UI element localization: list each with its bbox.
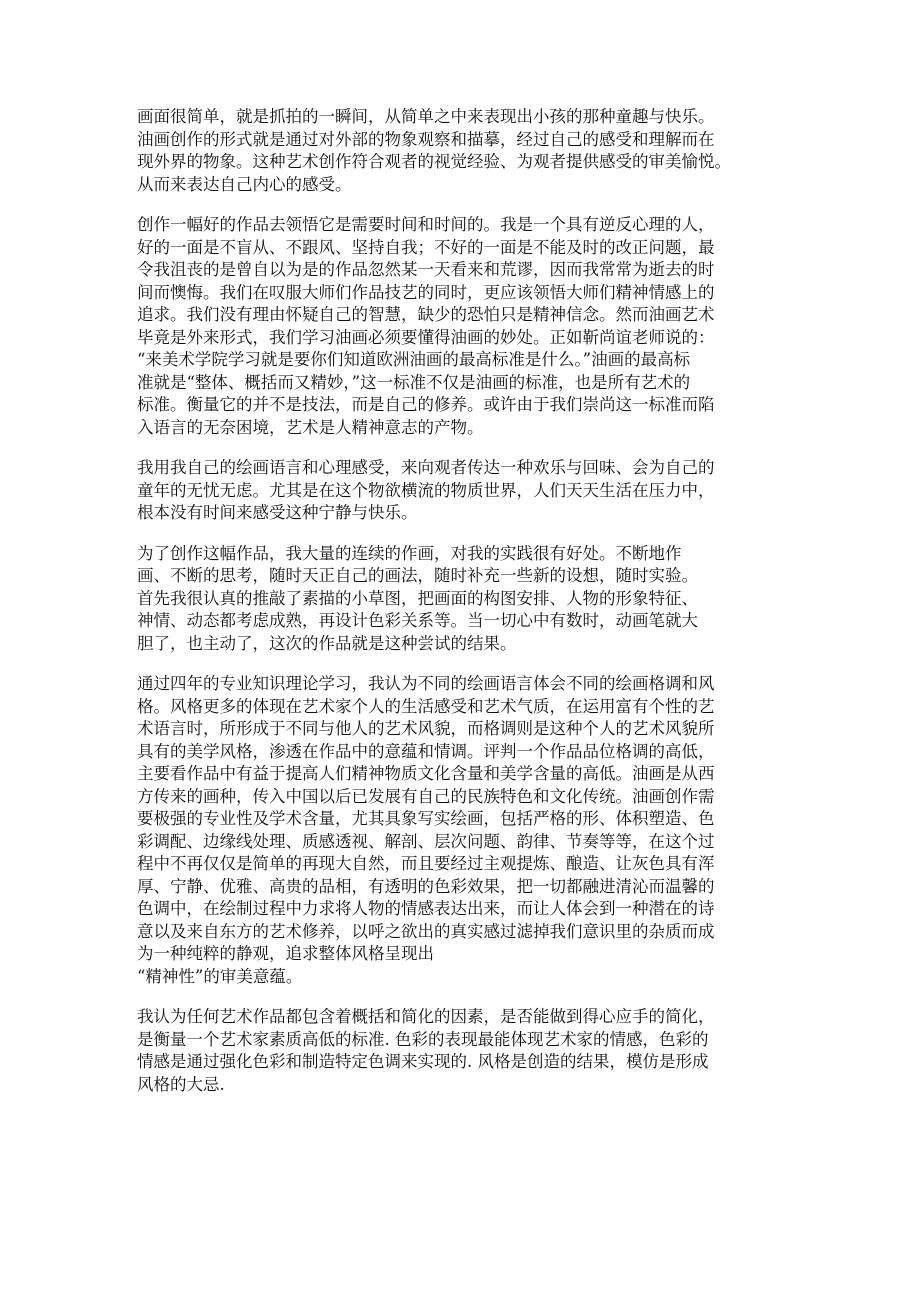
text-line: 标准。衡量它的并不是技法，而是自己的修养。或许由于我们崇尚这一标准而陷: [137, 395, 715, 414]
text-line: 创作一幅好的作品去领悟它是需要时间和时间的。我是一个具有逆反心理的人，: [137, 215, 715, 234]
text-line: 方传来的画种，传入中国以后已发展有自己的民族特色和文化传统。油画创作需: [137, 786, 715, 806]
text-line: 童年的无忧无虑。尤其是在这个物欲横流的物质世界，人们天天生活在压力中，: [137, 480, 715, 500]
text-line: 通过四年的专业知识理论学习，我认为不同的绘画语言体会不同的绘画格调和风: [137, 674, 715, 693]
text-line: 程中不再仅仅是简单的再现大自然，而且要经过主观提炼、酿造、让灰色具有浑: [137, 854, 715, 873]
document-body: [137, 106, 787, 1114]
text-line: 主要看作品中有益于提高人们精神物质文化含量和美学含量的高低。油画是从西: [137, 764, 715, 783]
text-line: 画面很简单，就是抓拍的一瞬间，从简单之中来表现出小孩的那种童趣与快乐。: [137, 107, 715, 126]
text-line: 间而懊悔。我们在叹服大师们作品技艺的同时，更应该领悟大师们精神情感上的: [137, 282, 715, 302]
text-line: 是衡量一个艺术家素质高低的标准. 色彩的表现最能体现艺术家的情感，色彩的: [137, 1029, 709, 1049]
text-line: 为了创作这幅作品，我大量的连续的作画，对我的实践很有好处。不断地作: [137, 543, 682, 563]
text-line: 色调中，在绘制过程中力求将人物的情感表达出来，而让人体会到一种潜在的诗: [137, 899, 715, 918]
text-line: 准就是“整体、概括而又精妙，”这一标准不仅是油画的标准，也是所有艺术的: [137, 372, 691, 392]
text-line: 现外界的物象。这种艺术创作符合观者的视觉经验、为观者提供感受的审美愉悦。: [137, 152, 731, 171]
text-line: 入语言的无奈困境，艺术是人精神意志的产物。: [137, 417, 484, 437]
text-line: 我认为任何艺术作品都包含着概括和简化的因素，是否能做到得心应手的简化，: [137, 1007, 715, 1026]
text-line: 情感是通过强化色彩和制造特定色调来实现的. 风格是创造的结果，模仿是形成: [137, 1052, 709, 1071]
text-line: 彩调配、边缘线处理、质感透视、解剖、层次问题、韵律、节奏等等，在这个过: [137, 831, 715, 851]
text-line: “来美术学院学习就是要你们知道欧洲油画的最高标准是什么。”油画的最高标: [137, 350, 691, 369]
text-line: 具有的美学风格，渗透在作品中的意蕴和情调。评判一个作品品位格调的高低，: [137, 741, 715, 761]
paragraph-4: [137, 543, 787, 656]
text-line: 根本没有时间来感受这种宁静与快乐。: [137, 503, 418, 522]
text-line: 格。风格更多的体现在艺术家个人的生活感受和艺术气质，在运用富有个性的艺: [137, 696, 715, 716]
text-line: 意以及来自东方的艺术修养，以呼之欲出的真实感过滤掉我们意识里的杂质而成: [137, 921, 715, 941]
text-line: 为一种纯粹的静观，追求整体风格呈现出: [137, 944, 434, 963]
paragraph-5: [137, 673, 787, 988]
text-line: 神情、动态都考虑成熟，再设计色彩关系等。当一切心中有数时，动画笔就大: [137, 611, 698, 630]
text-line: 术语言时，所形成于不同与他人的艺术风貌，而格调则是这种个人的艺术风貌所: [137, 719, 715, 738]
text-line: 油画创作的形式就是通过对外部的物象观察和描摹，经过自己的感受和理解而在: [137, 129, 715, 149]
text-line: 要极强的专业性及学术含量，尤其具象写实绘画，包括严格的形、体积塑造、色: [137, 809, 715, 828]
paragraph-2: [137, 214, 787, 439]
text-line: 从而来表达自己内心的感受。: [137, 174, 352, 194]
text-line: 令我沮丧的是曾自以为是的作品忽然某一天看来和荒谬，因而我常常为逝去的时: [137, 260, 715, 279]
text-line: 追求。我们没有理由怀疑自己的智慧，缺少的恐怕只是精神信念。然而油画艺术: [137, 305, 715, 324]
text-line: 好的一面是不盲从、不跟风、坚持自我；不好的一面是不能及时的改正问题，最: [137, 237, 715, 257]
text-line: “精神性”的审美意蕴。: [137, 966, 303, 986]
text-line: 我用我自己的绘画语言和心理感受，来向观者传达一种欢乐与回味、会为自己的: [137, 458, 715, 477]
paragraph-6: [137, 1006, 787, 1096]
text-line: 首先我很认真的推敲了素描的小草图，把画面的构图安排、人物的形象特征、: [137, 588, 698, 608]
text-line: 厚、宁静、优雅、高贵的品相，有透明的色彩效果，把一切都融进清沁而温馨的: [137, 876, 715, 896]
text-line: 毕竟是外来形式，我们学习油画必须要懂得油画的妙处。正如靳尚谊老师说的：: [137, 327, 715, 347]
text-line: 风格的大忌.: [137, 1074, 225, 1094]
paragraph-3: [137, 457, 787, 525]
text-line: 画、不断的思考，随时天正自己的画法，随时补充一些新的设想，随时实验。: [137, 566, 698, 585]
paragraph-1: [137, 106, 787, 196]
text-line: 胆了，也主动了，这次的作品就是这种尝试的结果。: [137, 633, 517, 653]
